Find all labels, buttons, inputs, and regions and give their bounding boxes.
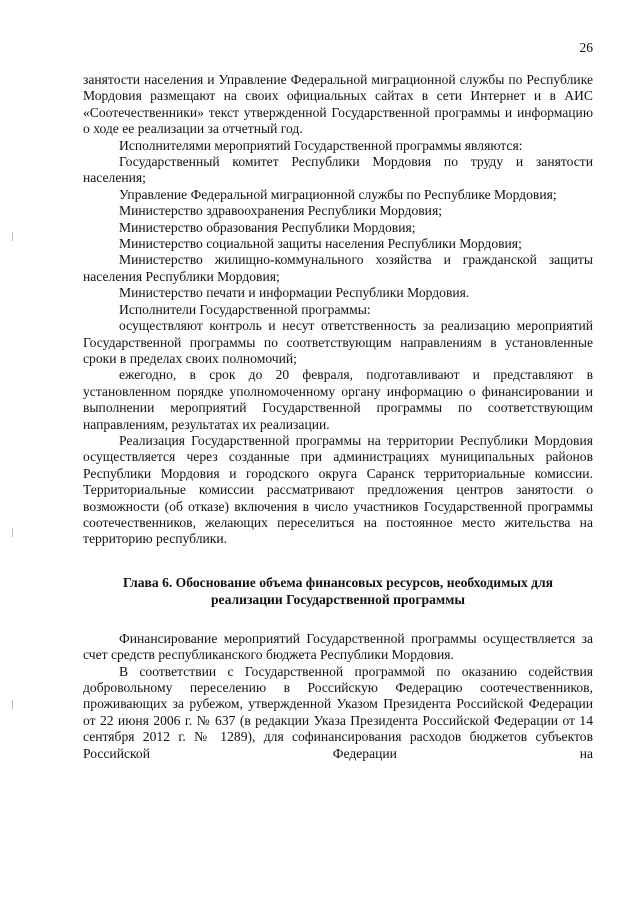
paragraph: Исполнители Государственной программы: bbox=[119, 301, 371, 317]
paragraph: Министерство социальной защиты населения Республики Мордовия; bbox=[119, 236, 522, 252]
paragraph: Министерство жилищно-коммунального хозяйства и гражданской защиты населения Республики Мордовия; bbox=[83, 252, 593, 284]
paragraph: Министерство образования Республики Мордовия; bbox=[119, 219, 416, 235]
margin-mark bbox=[12, 528, 13, 537]
paragraph: В соответствии с Государственной программой по оказанию содействия добровольному переселению в Российскую Федерацию соотечественников, проживающих за рубежом, утвержденной Указом Президента Российской Федерации от 22 июня 2006 г. № 637 (в редакции Указа Президента Российской Федерации от 14 сентября 2012 г. № 1289), для софинансирования расходов бюджетов субъектов Российской Федерации на bbox=[83, 663, 593, 761]
paragraph: Исполнителями мероприятий Государственной программы являются: bbox=[119, 137, 523, 153]
paragraph: Министерство здравоохранения Республики Мордовия; bbox=[119, 203, 442, 219]
page-number: 26 bbox=[579, 40, 593, 55]
paragraph: ежегодно, в срок до 20 февраля, подготавливают и представляют в установленном порядке уполномоченному органу информацию о финансировании и выполнении мероприятий Государственной программы по соответствующим направлениям, результатах их реализации. bbox=[83, 367, 593, 432]
paragraph: занятости населения и Управление Федеральной миграционной службы по Республике Мордовия размещают на своих официальных сайтах в сети Интернет и в АИС «Соотечественники» текст утвержденной Государственной программы и информацию о ходе ее реализации за отчетный год. bbox=[83, 72, 593, 137]
paragraph: Министерство печати и информации Республики Мордовия. bbox=[119, 285, 470, 301]
margin-mark bbox=[12, 700, 13, 709]
chapter-heading bbox=[83, 574, 593, 608]
paragraph: осуществляют контроль и несут ответственность за реализацию мероприятий Государственной программы по соответствующим направлениям в установленные сроки в пределах своих полномочий; bbox=[83, 318, 593, 366]
chapter-heading-line: реализации Государственной программы bbox=[210, 591, 466, 607]
paragraph: Финансирование мероприятий Государственной программы осуществляется за счет средств республиканского бюджета Республики Мордовия. bbox=[83, 630, 593, 663]
paragraph: Управление Федеральной миграционной службы по Республике Мордовия; bbox=[119, 186, 557, 202]
paragraph: Реализация Государственной программы на территории Республики Мордовия осуществляется через созданные при администрациях муниципальных районов Республики Мордовия и городского округа Саранск территориальные комиссии. Территориальные комиссии рассматривают предложения центров занятости о возможности (об отказе) включения в число участников Государственной программы соотечественников, желающих переселиться на постоянное место жительства на территорию республики. bbox=[83, 432, 593, 547]
chapter-heading-line: Глава 6. Обоснование объема финансовых ресурсов, необходимых для bbox=[123, 574, 553, 590]
document-body bbox=[83, 72, 593, 762]
margin-mark bbox=[12, 232, 13, 241]
paragraph: Государственный комитет Республики Мордовия по труду и занятости населения; bbox=[83, 154, 593, 186]
